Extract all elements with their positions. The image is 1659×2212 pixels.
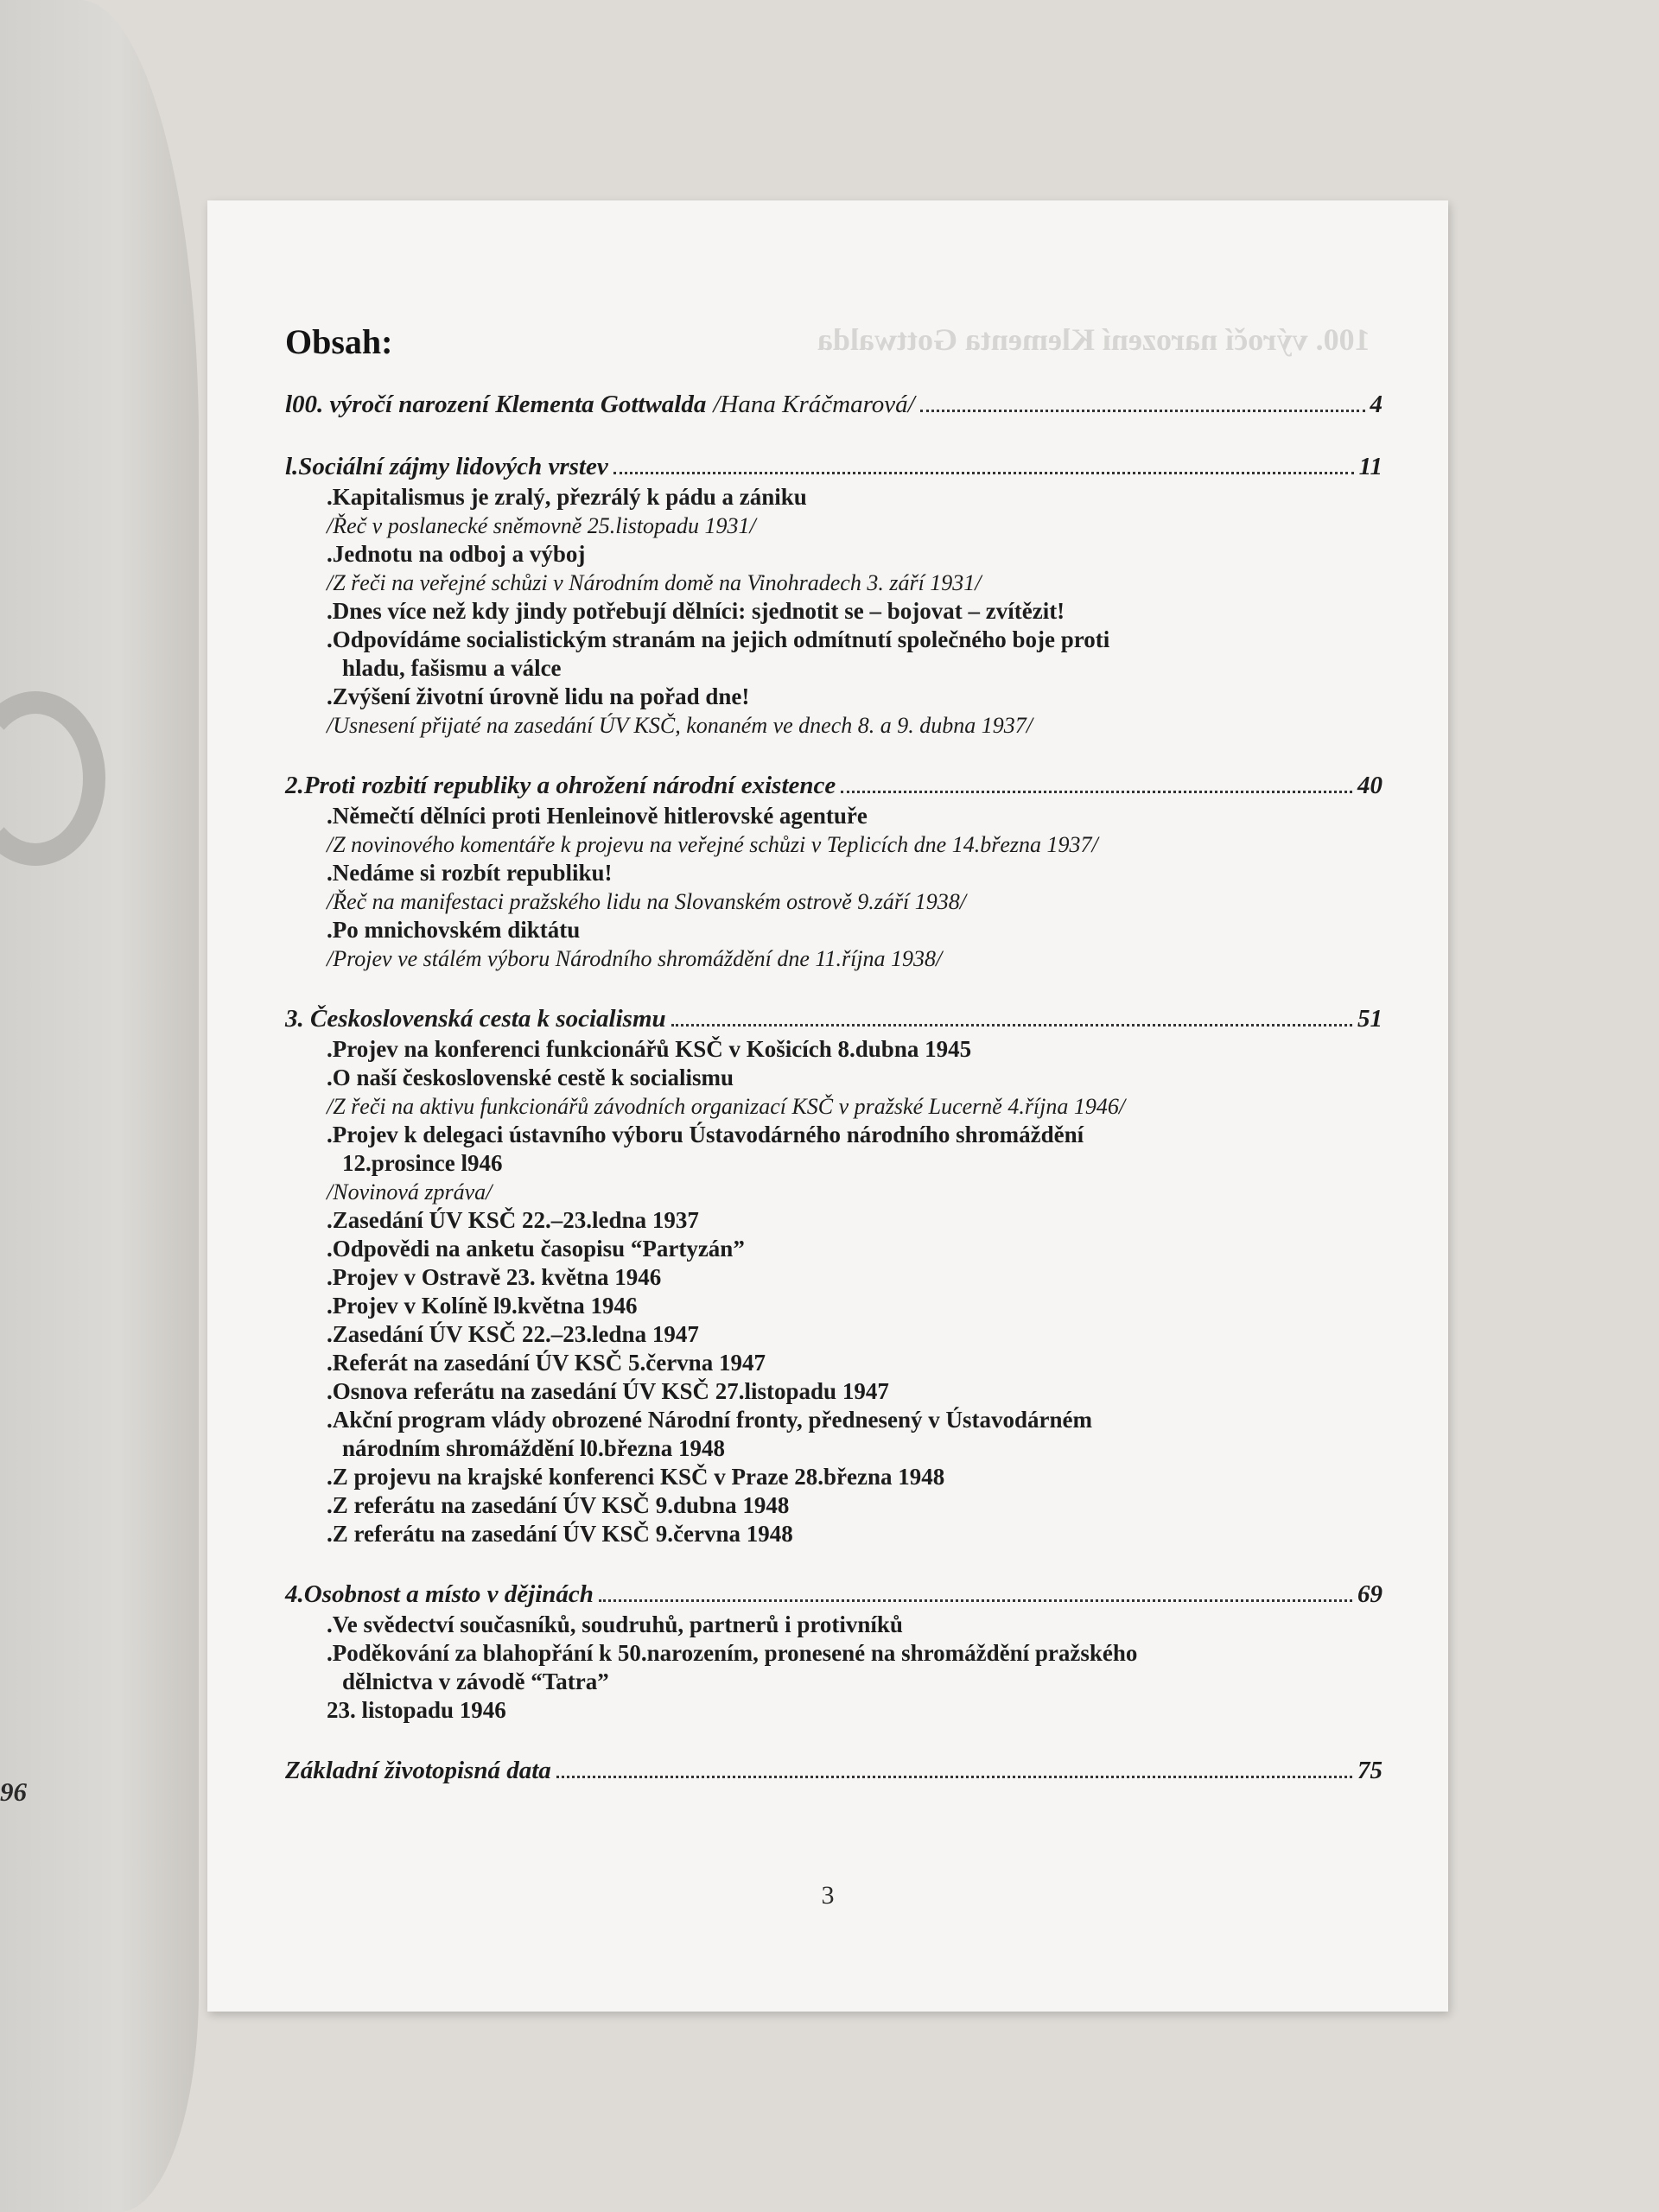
item-text: .Odpovídáme socialistickým stranám na jejich odmítnutí společného boje proti <box>327 626 1110 652</box>
list-item <box>327 1292 1382 1320</box>
item-text: .Z referátu na zasedání ÚV KSČ 9.června 1948 <box>327 1521 793 1547</box>
item-source-note <box>327 1178 1382 1206</box>
item-text: .Referát na zasedání ÚV KSČ 5.června 1947 <box>327 1350 766 1376</box>
toc-section <box>285 769 1382 973</box>
toc-sections <box>285 388 1382 1787</box>
item-text: .Zasedání ÚV KSČ 22.–23.ledna 1947 <box>327 1321 699 1347</box>
item-text-continuation: národním shromáždění l0.března 1948 <box>342 1435 726 1461</box>
list-item <box>327 1463 1382 1491</box>
list-item <box>327 1064 1382 1092</box>
toc-section <box>285 450 1382 740</box>
section-title: l.Sociální zájmy lidových vrstev <box>285 453 608 480</box>
section-items <box>285 1611 1382 1725</box>
list-item <box>327 802 1382 830</box>
list-item <box>327 683 1382 711</box>
item-text: /Usnesení přijaté na zasedání ÚV KSČ, konaném ve dnech 8. a 9. dubna 1937/ <box>327 713 1033 738</box>
item-source-note <box>327 512 1382 540</box>
item-source-note <box>327 1092 1382 1121</box>
list-item <box>327 1639 1382 1696</box>
section-title: l00. výročí narození Klementa Gottwalda <box>285 391 707 418</box>
item-text: .Z referátu na zasedání ÚV KSČ 9.dubna 1948 <box>327 1492 790 1518</box>
book-page <box>207 200 1448 2012</box>
dot-leader <box>841 791 1352 793</box>
toc-section <box>285 388 1382 421</box>
item-text: .Projev v Ostravě 23. května 1946 <box>327 1264 662 1290</box>
section-items <box>285 483 1382 740</box>
toc-section <box>285 1002 1382 1548</box>
item-text: .Ve svědectví současníků, soudruhů, partnerů i protivníků <box>327 1611 903 1637</box>
item-text: /Z řeči na aktivu funkcionářů závodních organizací KSČ v pražské Lucerně 4.října 1946/ <box>327 1094 1126 1119</box>
item-text: .Projev na konferenci funkcionářů KSČ v Košicích 8.dubna 1945 <box>327 1036 972 1062</box>
item-text: .Zasedání ÚV KSČ 22.–23.ledna 1937 <box>327 1207 699 1233</box>
item-source-note <box>327 711 1382 740</box>
list-item <box>327 540 1382 569</box>
section-title: 3. Československá cesta k socialismu <box>285 1005 666 1033</box>
section-page-number: 4 <box>1370 391 1382 418</box>
left-page-number: 96 <box>0 1777 27 1807</box>
list-item <box>327 1406 1382 1463</box>
item-text: .Z projevu na krajské konferenci KSČ v Praze 28.března 1948 <box>327 1464 945 1490</box>
toc-section-heading <box>285 1002 1382 1035</box>
item-text: .Po mnichovském diktátu <box>327 917 581 943</box>
list-item <box>327 1263 1382 1292</box>
item-text: .Projev k delegaci ústavního výboru Ústavodárného národního shromáždění <box>327 1122 1084 1147</box>
item-text: /Řeč v poslanecké sněmovně 25.listopadu 1931/ <box>327 513 756 538</box>
item-source-note <box>327 944 1382 973</box>
item-source-note <box>327 569 1382 597</box>
list-item <box>327 597 1382 626</box>
item-text: .Jednotu na odboj a výboj <box>327 541 586 567</box>
toc-section-heading <box>285 450 1382 483</box>
item-text: /Z novinového komentáře k projevu na veřejné schůzi v Teplicích dne 14.března 1937/ <box>327 832 1098 857</box>
list-item <box>327 1235 1382 1263</box>
section-page-number: 11 <box>1358 453 1382 480</box>
list-item <box>327 1491 1382 1520</box>
dot-leader <box>613 472 1354 474</box>
list-item <box>327 859 1382 887</box>
left-page-ghost-letter <box>0 691 105 866</box>
list-item <box>327 483 1382 512</box>
dot-leader <box>671 1024 1352 1027</box>
toc-section <box>285 1578 1382 1725</box>
item-text: .Němečtí dělníci proti Henleinově hitlerovské agentuře <box>327 803 868 829</box>
list-item <box>327 1121 1382 1178</box>
section-page-number: 69 <box>1357 1580 1382 1608</box>
item-text: .Poděkování za blahopřání k 50.narozením, pronesené na shromáždění pražského <box>327 1640 1138 1666</box>
item-text: 23. listopadu 1946 <box>327 1697 506 1723</box>
item-text: .Kapitalismus je zralý, přezrálý k pádu a zániku <box>327 484 807 510</box>
toc-section-heading <box>285 769 1382 802</box>
section-title: 2.Proti rozbití republiky a ohrožení národní existence <box>285 772 836 799</box>
item-text: .Odpovědi na anketu časopisu “Partyzán” <box>327 1236 745 1262</box>
item-text: .Akční program vlády obrozené Národní fronty, přednesený v Ústavodárném <box>327 1407 1093 1433</box>
left-page-edge <box>0 0 199 2212</box>
toc-section-heading <box>285 1578 1382 1611</box>
list-item <box>327 1349 1382 1377</box>
list-item <box>327 1206 1382 1235</box>
bleed-through-text: 100. výročí narození Klementa Gottwalda <box>817 322 1370 357</box>
item-text: .Dnes více než kdy jindy potřebují dělníci: sjednotit se – bojovat – zvítězit! <box>327 598 1065 624</box>
list-item <box>327 1520 1382 1548</box>
section-page-number: 40 <box>1357 772 1382 799</box>
list-item <box>327 626 1382 683</box>
toc-section-heading <box>285 1754 1382 1787</box>
item-text: /Z řeči na veřejné schůzi v Národním domě na Vinohradech 3. září 1931/ <box>327 570 982 595</box>
item-source-note <box>327 887 1382 916</box>
item-text: /Projev ve stálém výboru Národního shromáždění dne 11.října 1938/ <box>327 946 943 971</box>
list-item <box>327 916 1382 944</box>
section-page-number: 51 <box>1357 1005 1382 1033</box>
table-of-contents <box>285 321 1382 1816</box>
list-item <box>327 1696 1382 1725</box>
item-text: /Novinová zpráva/ <box>327 1179 493 1205</box>
item-text: .Zvýšení životní úrovně lidu na pořad dne! <box>327 683 750 709</box>
section-author: /Hana Kráčmarová/ <box>713 391 915 418</box>
item-text: .Nedáme si rozbít republiku! <box>327 860 613 886</box>
list-item <box>327 1611 1382 1639</box>
item-text-continuation: 12.prosince l946 <box>342 1150 503 1176</box>
toc-title: Obsah: <box>285 322 393 361</box>
list-item <box>327 1035 1382 1064</box>
list-item <box>327 1320 1382 1349</box>
toc-section <box>285 1754 1382 1787</box>
item-text-continuation: dělnictva v závodě “Tatra” <box>342 1669 609 1694</box>
list-item <box>327 1377 1382 1406</box>
dot-leader <box>920 410 1365 412</box>
item-text-continuation: hladu, fašismu a válce <box>342 655 562 681</box>
section-page-number: 75 <box>1357 1757 1382 1784</box>
item-text: .Projev v Kolíně l9.května 1946 <box>327 1293 638 1319</box>
item-source-note <box>327 830 1382 859</box>
section-items <box>285 802 1382 973</box>
section-title: Základní životopisná data <box>285 1757 551 1784</box>
section-title: 4.Osobnost a místo v dějinách <box>285 1580 594 1608</box>
dot-leader <box>556 1776 1352 1778</box>
item-text: /Řeč na manifestaci pražského lidu na Slovanském ostrově 9.září 1938/ <box>327 889 966 914</box>
toc-section-heading <box>285 388 1382 421</box>
section-items <box>285 1035 1382 1548</box>
item-text: .O naší československé cestě k socialismu <box>327 1065 734 1090</box>
dot-leader <box>599 1599 1352 1602</box>
page-number: 3 <box>821 1881 835 1910</box>
item-text: .Osnova referátu na zasedání ÚV KSČ 27.listopadu 1947 <box>327 1378 889 1404</box>
